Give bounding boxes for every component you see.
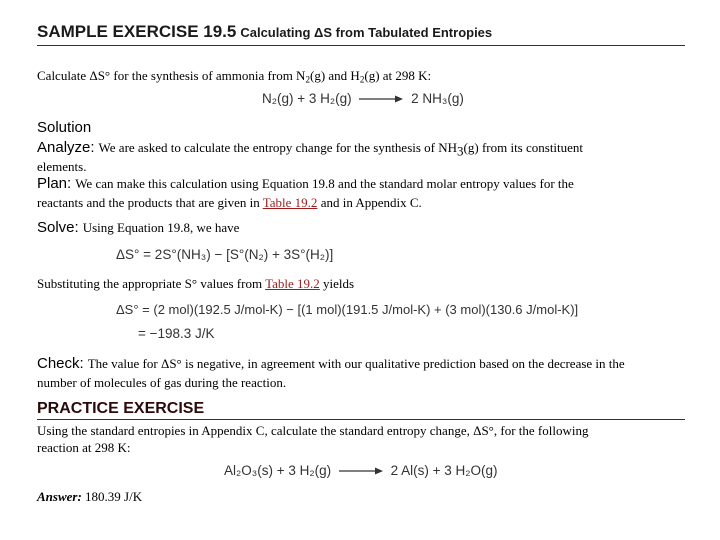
practice-equation bbox=[224, 463, 498, 478]
solution-heading: Solution bbox=[37, 119, 92, 136]
problem-statement bbox=[37, 68, 431, 84]
plan-text-b: reactants and the products that are given in bbox=[37, 195, 260, 210]
analyze-text-c: elements. bbox=[37, 159, 87, 174]
exercise-title-main: SAMPLE EXERCISE 19.5 bbox=[37, 22, 237, 41]
analyze-text-a: We are asked to calculate the entropy change for the synthesis of NH bbox=[98, 140, 458, 155]
analyze-text-b: (g) from its constituent bbox=[463, 140, 584, 155]
plan-text-a: We can make this calculation using Equation 19.8 and the standard molar entropy values for the bbox=[75, 176, 574, 191]
subst-text-a: Substituting the appropriate S° values from bbox=[37, 276, 263, 291]
check-text-a: The value for ΔS° is negative, in agreement with our qualitative prediction based on the decrease in the bbox=[87, 356, 625, 371]
reaction-arrow-icon bbox=[339, 466, 383, 476]
practice-text-b: reaction at 298 K: bbox=[37, 440, 131, 455]
plan-line-2 bbox=[37, 195, 422, 211]
substitution-equation-line-1: ΔS° = (2 mol)(192.5 J/mol-K) − [(1 mol)(191.5 J/mol-K) + (3 mol)(130.6 J/mol-K)] bbox=[116, 302, 579, 317]
plan-line bbox=[37, 175, 574, 193]
exercise-title bbox=[37, 22, 492, 42]
problem-text-c: (g) at 298 K: bbox=[364, 68, 432, 83]
answer-value: 180.39 J/K bbox=[85, 489, 143, 504]
check-label: Check: bbox=[37, 355, 84, 372]
reaction-arrow-icon bbox=[359, 94, 403, 104]
plan-label: Plan: bbox=[37, 175, 72, 192]
subst-text-b: yields bbox=[323, 276, 355, 291]
subscript: 3 bbox=[457, 143, 464, 159]
solve-label: Solve: bbox=[37, 219, 79, 236]
problem-text-b: (g) and H bbox=[310, 68, 360, 83]
subscript: 2 bbox=[305, 74, 310, 85]
equation-reactants: N₂(g) + 3 H₂(g) bbox=[262, 91, 352, 106]
solve-equation: ΔS° = 2S°(NH₃) − [S°(N₂) + 3S°(H₂)] bbox=[116, 247, 334, 262]
equation-reactants: Al₂O₃(s) + 3 H₂(g) bbox=[224, 463, 332, 478]
subscript: 2 bbox=[359, 74, 365, 85]
practice-divider bbox=[37, 419, 685, 420]
practice-heading: PRACTICE EXERCISE bbox=[37, 400, 205, 417]
check-line bbox=[37, 355, 625, 373]
analyze-label: Analyze: bbox=[37, 139, 95, 156]
solve-line bbox=[37, 219, 239, 237]
problem-equation bbox=[262, 91, 464, 106]
equation-products: 2 NH₃(g) bbox=[411, 91, 464, 106]
substitution-equation-line-2: = −198.3 J/K bbox=[138, 326, 215, 341]
table-19-2-link[interactable]: Table 19.2 bbox=[262, 195, 318, 210]
equation-products: 2 Al(s) + 3 H₂O(g) bbox=[390, 463, 498, 478]
substitution-line bbox=[37, 276, 354, 292]
title-divider bbox=[37, 45, 685, 46]
practice-text-a: Using the standard entropies in Appendix C, calculate the standard entropy change, ΔS°, for the following bbox=[37, 423, 589, 438]
problem-text-a: Calculate ΔS° for the synthesis of ammonia from N bbox=[37, 68, 306, 83]
check-text-b: number of molecules of gas during the reaction. bbox=[37, 375, 287, 390]
answer-label: Answer: bbox=[37, 489, 82, 504]
table-19-2-link[interactable]: Table 19.2 bbox=[265, 276, 320, 291]
answer-line bbox=[37, 489, 142, 505]
solve-text: Using Equation 19.8, we have bbox=[82, 220, 240, 235]
plan-text-c: and in Appendix C. bbox=[320, 195, 422, 210]
analyze-line bbox=[37, 139, 583, 157]
exercise-title-sub: Calculating ΔS from Tabulated Entropies bbox=[240, 25, 493, 40]
